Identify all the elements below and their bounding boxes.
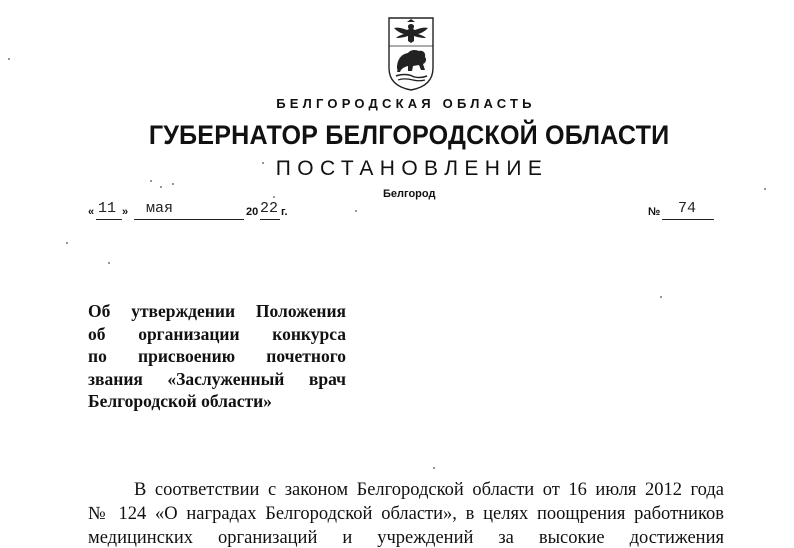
date-year-prefix: 20 xyxy=(246,206,259,218)
subject-line: звания «Заслуженный врач xyxy=(88,368,346,389)
document-body xyxy=(88,478,724,548)
document-number: 74 xyxy=(678,200,697,217)
date-year-suffix: 22 xyxy=(260,200,279,217)
date-close-quote: » xyxy=(122,206,129,218)
document-subject xyxy=(88,300,346,413)
body-line: В соответствии с законом Белгородской области от 16 июля 2012 года xyxy=(134,480,724,500)
number-label: № xyxy=(648,206,661,218)
date-year-mark: г. xyxy=(281,206,288,218)
date-day: 11 xyxy=(98,200,117,217)
city-name: Белгород xyxy=(383,188,436,200)
subject-line: Об утверждении Положения xyxy=(88,301,346,321)
governor-title: ГУБЕРНАТОР БЕЛГОРОДСКОЙ ОБЛАСТИ xyxy=(148,120,670,150)
subject-line: об организации конкурса xyxy=(88,323,346,344)
subject-line: по присвоению почетного xyxy=(88,346,346,366)
document-type: ПОСТАНОВЛЕНИЕ xyxy=(275,157,549,180)
body-line: № 124 «О наградах Белгородской области», в целях поощрения работников xyxy=(88,504,724,524)
body-line: медицинских организаций и учреждений за высокие достижения xyxy=(88,528,724,548)
coat-of-arms-icon xyxy=(386,16,436,92)
date-number-row xyxy=(88,200,728,222)
subject-line: Белгородской области» xyxy=(88,391,272,411)
date-open-quote: « xyxy=(88,206,95,218)
date-month: мая xyxy=(146,200,174,217)
region-name: БЕЛГОРОДСКАЯ ОБЛАСТЬ xyxy=(276,96,536,111)
